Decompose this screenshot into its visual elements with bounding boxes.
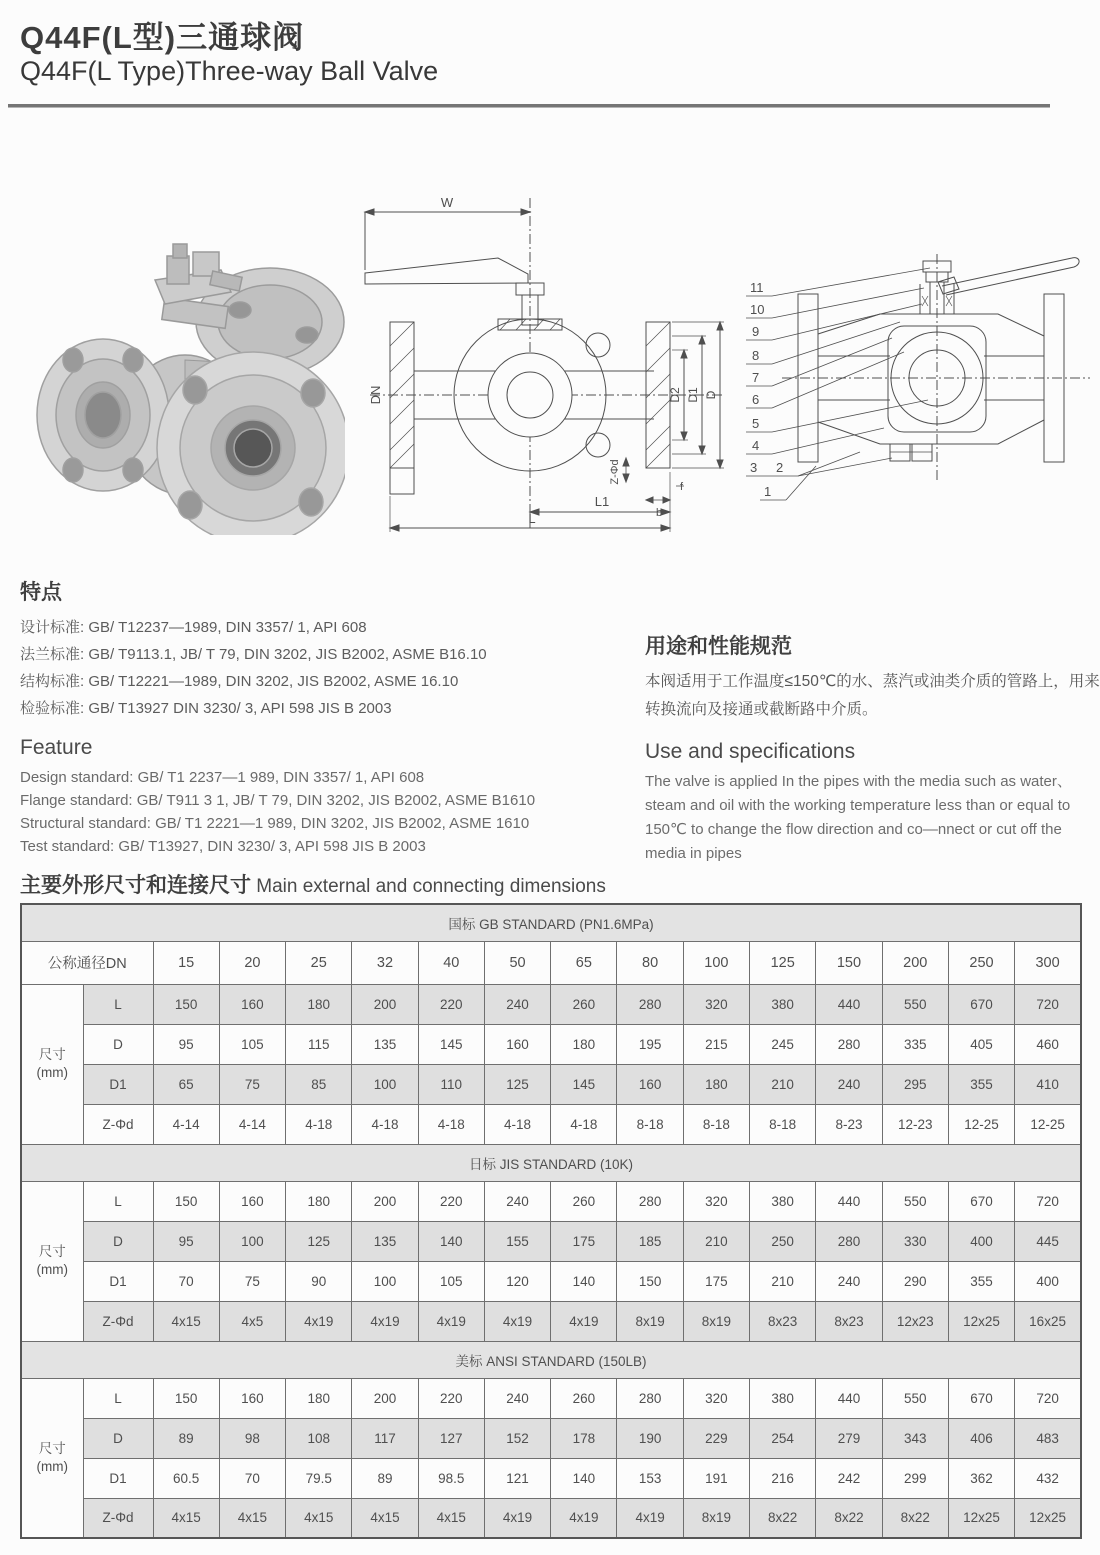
row-label: Z-Φd: [83, 1301, 153, 1341]
dimension-value: 75: [219, 1064, 285, 1104]
dimension-value: 670: [948, 1378, 1014, 1418]
dimension-value: 120: [484, 1261, 550, 1301]
title-divider: [8, 104, 1050, 108]
dimension-value: 4x19: [352, 1301, 418, 1341]
dimension-value: 160: [219, 984, 285, 1024]
feature-line: 检验标准: GB/ T13927 DIN 3230/ 3, API 598 JIS B 2003: [20, 700, 392, 717]
dimension-value: 4-18: [352, 1104, 418, 1144]
dimension-value: 12-25: [948, 1104, 1014, 1144]
dimension-value: 4-18: [286, 1104, 352, 1144]
feature-line-en: Structural standard: GB/ T1 2221—1 989, DIN 3202, JIS B2002, ASME 1610: [20, 815, 530, 832]
dimension-row: [21, 1301, 1081, 1341]
standard-band-label: 日标 JIS STANDARD (10K): [21, 1144, 1081, 1181]
dimension-value: 8x23: [816, 1301, 882, 1341]
dimension-value: 240: [484, 1378, 550, 1418]
usage-heading-zh: 用途和性能规范: [645, 635, 792, 658]
dimension-value: 200: [352, 1181, 418, 1221]
dimension-value: 160: [617, 1064, 683, 1104]
dimension-row: [21, 1261, 1081, 1301]
dimension-value: 210: [750, 1261, 816, 1301]
row-label: D: [83, 1221, 153, 1261]
dn-value: 40: [418, 941, 484, 984]
dimension-value: 12x23: [882, 1301, 948, 1341]
row-label: L: [83, 984, 153, 1024]
dimension-value: 440: [816, 984, 882, 1024]
standard-band-row: [21, 904, 1081, 941]
dimension-value: 4x19: [418, 1301, 484, 1341]
dimension-value: 720: [1015, 984, 1081, 1024]
dn-value: 80: [617, 941, 683, 984]
dimension-row: [21, 1458, 1081, 1498]
dimension-value: 108: [286, 1418, 352, 1458]
dimension-value: 100: [352, 1064, 418, 1104]
dimension-value: 215: [683, 1024, 749, 1064]
dimension-value: 220: [418, 984, 484, 1024]
dimension-value: 320: [683, 1181, 749, 1221]
valve-dimension-drawing-icon: [350, 190, 740, 535]
dimension-value: 4-18: [418, 1104, 484, 1144]
feature-line-en: Design standard: GB/ T1 2237—1 989, DIN 3357/ 1, API 608: [20, 769, 425, 786]
dim-label-b: b: [656, 507, 663, 519]
dimension-value: 4x15: [153, 1498, 219, 1538]
dimension-value: 105: [418, 1261, 484, 1301]
row-label: D: [83, 1024, 153, 1064]
size-mm-label: 尺寸 (mm): [21, 1378, 83, 1538]
row-label: D: [83, 1418, 153, 1458]
dimension-value: 240: [816, 1064, 882, 1104]
dimension-value: 320: [683, 1378, 749, 1418]
dimension-value: 380: [750, 1181, 816, 1221]
dimension-value: 720: [1015, 1378, 1081, 1418]
valve-parts-drawing: [742, 248, 1098, 521]
dn-value: 65: [551, 941, 617, 984]
dn-value: 25: [286, 941, 352, 984]
row-label: D1: [83, 1064, 153, 1104]
dimension-value: 140: [551, 1458, 617, 1498]
dimension-value: 4x19: [551, 1498, 617, 1538]
dimension-value: 98.5: [418, 1458, 484, 1498]
dimension-value: 483: [1015, 1418, 1081, 1458]
dn-value: 100: [683, 941, 749, 984]
part-number-11: 11: [750, 280, 764, 295]
dim-label-l: L: [528, 511, 536, 526]
dimension-value: 355: [948, 1064, 1014, 1104]
dimension-value: 250: [750, 1221, 816, 1261]
dimension-value: 4-18: [551, 1104, 617, 1144]
dimension-value: 60.5: [153, 1458, 219, 1498]
dimension-value: 12x25: [948, 1498, 1014, 1538]
dn-value: 50: [484, 941, 550, 984]
dimension-value: 550: [882, 1378, 948, 1418]
table-title-en: Main external and connecting dimensions: [251, 876, 606, 897]
dn-value: 20: [219, 941, 285, 984]
valve-dimension-drawing: [350, 190, 740, 540]
part-number-6: 6: [752, 392, 760, 407]
dn-value: 250: [948, 941, 1014, 984]
dimension-value: 362: [948, 1458, 1014, 1498]
dimension-value: 380: [750, 1378, 816, 1418]
dimension-value: 240: [484, 1181, 550, 1221]
dimension-value: 12-25: [1015, 1104, 1081, 1144]
dimension-value: 145: [551, 1064, 617, 1104]
dimension-row: [21, 1498, 1081, 1538]
valve-parts-drawing-icon: [742, 248, 1098, 516]
dimension-value: 140: [418, 1221, 484, 1261]
dimension-value: 4x19: [286, 1301, 352, 1341]
dimension-value: 8x22: [882, 1498, 948, 1538]
dim-label-zphid: Z-Φd: [609, 459, 621, 485]
dimension-row: [21, 1221, 1081, 1261]
dimension-value: 8x19: [617, 1301, 683, 1341]
usage-body-zh: 本阀适用于工作温度≤150℃的水、蒸汽或油类介质的管路上，用来转换流向及接通或截断路中介质。: [645, 673, 1100, 718]
dimension-row: [21, 1181, 1081, 1221]
dimension-value: 280: [617, 1378, 683, 1418]
dimension-value: 8x23: [750, 1301, 816, 1341]
dimension-value: 280: [617, 984, 683, 1024]
dimension-value: 550: [882, 1181, 948, 1221]
feature-line: 法兰标准: GB/ T9113.1, JB/ T 79, DIN 3202, JIS B2002, ASME B16.10: [20, 646, 487, 663]
dimension-value: 220: [418, 1378, 484, 1418]
dimension-value: 8-23: [816, 1104, 882, 1144]
valve-photo: [25, 240, 345, 540]
dimension-value: 279: [816, 1418, 882, 1458]
dimension-value: 242: [816, 1458, 882, 1498]
feature-line: 设计标准: GB/ T12237—1989, DIN 3357/ 1, API 608: [20, 619, 367, 636]
dn-header-row: [21, 941, 1081, 984]
dimension-value: 280: [816, 1024, 882, 1064]
dimension-value: 260: [551, 1378, 617, 1418]
dimensions-table: [20, 903, 1082, 1539]
dimension-value: 335: [882, 1024, 948, 1064]
dimension-row: [21, 1104, 1081, 1144]
dimension-value: 8-18: [683, 1104, 749, 1144]
dimension-value: 121: [484, 1458, 550, 1498]
dimension-value: 4-14: [219, 1104, 285, 1144]
feature-line-en: Flange standard: GB/ T911 3 1, JB/ T 79, DIN 3202, JIS B2002, ASME B1610: [20, 792, 536, 809]
row-label: L: [83, 1181, 153, 1221]
dimension-value: 260: [551, 984, 617, 1024]
valve-photo-icon: [25, 240, 345, 535]
standard-band-label: 国标 GB STANDARD (PN1.6MPa): [21, 904, 1081, 941]
feature-line-en: Test standard: GB/ T13927, DIN 3230/ 3, API 598 JIS B 2003: [20, 838, 426, 855]
dimension-value: 400: [1015, 1261, 1081, 1301]
dimension-value: 95: [153, 1221, 219, 1261]
row-label: Z-Φd: [83, 1498, 153, 1538]
part-number-1: 1: [764, 484, 772, 499]
part-number-10: 10: [750, 302, 765, 317]
dimension-value: 8x19: [683, 1498, 749, 1538]
dimension-value: 110: [418, 1064, 484, 1104]
dimension-value: 405: [948, 1024, 1014, 1064]
dn-value: 15: [153, 941, 219, 984]
dimension-value: 295: [882, 1064, 948, 1104]
dimension-value: 229: [683, 1418, 749, 1458]
table-title-zh: 主要外形尺寸和连接尺寸: [20, 874, 251, 897]
dimension-value: 400: [948, 1221, 1014, 1261]
dim-label-l1: L1: [594, 494, 610, 509]
dimension-row: [21, 1024, 1081, 1064]
dimension-value: 440: [816, 1378, 882, 1418]
dimension-value: 185: [617, 1221, 683, 1261]
usage-body-en: The valve is applied In the pipes with the media such as water、 steam and oil with the working temperature less than or equal to 150℃ to change the flow direction and co—nnect or cut off the media in pipes: [645, 773, 1072, 862]
features-heading-en: Feature: [20, 736, 93, 759]
dimension-value: 406: [948, 1418, 1014, 1458]
dimension-value: 115: [286, 1024, 352, 1064]
dimension-value: 150: [617, 1261, 683, 1301]
dimension-value: 210: [683, 1221, 749, 1261]
dimension-value: 260: [551, 1181, 617, 1221]
dimension-value: 191: [683, 1458, 749, 1498]
dimension-value: 440: [816, 1181, 882, 1221]
dimension-value: 70: [219, 1458, 285, 1498]
dimension-value: 4x19: [484, 1301, 550, 1341]
dn-value: 32: [352, 941, 418, 984]
dimension-value: 280: [816, 1221, 882, 1261]
dimension-value: 12x25: [948, 1301, 1014, 1341]
dimension-value: 4x19: [551, 1301, 617, 1341]
dimension-value: 85: [286, 1064, 352, 1104]
dimension-value: 195: [617, 1024, 683, 1064]
dimension-value: 380: [750, 984, 816, 1024]
dimension-value: 4-18: [484, 1104, 550, 1144]
dimension-value: 670: [948, 984, 1014, 1024]
dimension-value: 432: [1015, 1458, 1081, 1498]
dimension-value: 178: [551, 1418, 617, 1458]
dimension-value: 550: [882, 984, 948, 1024]
usage-section: [645, 630, 1100, 866]
dimension-value: 343: [882, 1418, 948, 1458]
dimension-value: 95: [153, 1024, 219, 1064]
dimension-value: 4x15: [352, 1498, 418, 1538]
dimension-value: 117: [352, 1418, 418, 1458]
standard-band-label: 美标 ANSI STANDARD (150LB): [21, 1341, 1081, 1378]
dimension-value: 254: [750, 1418, 816, 1458]
dimension-value: 12x25: [1015, 1498, 1081, 1538]
part-number-4: 4: [752, 438, 760, 453]
dimension-value: 216: [750, 1458, 816, 1498]
dimension-value: 220: [418, 1181, 484, 1221]
part-number-2: 2: [776, 460, 784, 475]
dimension-row: [21, 1378, 1081, 1418]
dimension-row: [21, 1418, 1081, 1458]
dimension-value: 180: [683, 1064, 749, 1104]
dimension-value: 210: [750, 1064, 816, 1104]
dimension-value: 100: [219, 1221, 285, 1261]
dimension-value: 150: [153, 1378, 219, 1418]
part-number-5: 5: [752, 416, 760, 431]
dimension-value: 4x15: [219, 1498, 285, 1538]
dimension-row: [21, 1064, 1081, 1104]
dimension-value: 135: [352, 1221, 418, 1261]
dn-header: 公称通径DN: [21, 941, 153, 984]
dim-label-d2: D2: [668, 387, 682, 403]
dimension-value: 155: [484, 1221, 550, 1261]
dimension-value: 65: [153, 1064, 219, 1104]
part-number-9: 9: [752, 324, 760, 339]
dimension-value: 89: [153, 1418, 219, 1458]
dn-value: 150: [816, 941, 882, 984]
dimension-value: 152: [484, 1418, 550, 1458]
dimension-value: 4x5: [219, 1301, 285, 1341]
dn-value: 200: [882, 941, 948, 984]
dimension-value: 180: [286, 984, 352, 1024]
dimension-value: 150: [153, 1181, 219, 1221]
dimension-value: 200: [352, 1378, 418, 1418]
dimension-value: 4-14: [153, 1104, 219, 1144]
standard-band-row: [21, 1341, 1081, 1378]
dimension-value: 125: [286, 1221, 352, 1261]
dimension-value: 4x19: [617, 1498, 683, 1538]
part-number-8: 8: [752, 348, 760, 363]
dimension-value: 460: [1015, 1024, 1081, 1064]
dimension-value: 150: [153, 984, 219, 1024]
dimension-value: 670: [948, 1181, 1014, 1221]
dimension-value: 70: [153, 1261, 219, 1301]
dim-label-dn: DN: [368, 385, 383, 405]
dimension-value: 280: [617, 1181, 683, 1221]
dimension-value: 330: [882, 1221, 948, 1261]
dimension-value: 299: [882, 1458, 948, 1498]
dimension-value: 180: [551, 1024, 617, 1064]
dimension-value: 90: [286, 1261, 352, 1301]
features-heading-zh: 特点: [20, 581, 62, 604]
size-mm-label: 尺寸 (mm): [21, 984, 83, 1144]
dimension-value: 320: [683, 984, 749, 1024]
dimension-value: 180: [286, 1378, 352, 1418]
dimension-value: 100: [352, 1261, 418, 1301]
dimension-value: 200: [352, 984, 418, 1024]
dimension-value: 8-18: [617, 1104, 683, 1144]
size-mm-label: 尺寸 (mm): [21, 1181, 83, 1341]
dimension-value: 180: [286, 1181, 352, 1221]
row-label: Z-Φd: [83, 1104, 153, 1144]
row-label: L: [83, 1378, 153, 1418]
dimension-value: 16x25: [1015, 1301, 1081, 1341]
dimension-value: 160: [219, 1378, 285, 1418]
row-label: D1: [83, 1458, 153, 1498]
dimension-value: 140: [551, 1261, 617, 1301]
dimension-value: 75: [219, 1261, 285, 1301]
dimension-value: 8x22: [816, 1498, 882, 1538]
standard-band-row: [21, 1144, 1081, 1181]
dimension-value: 135: [352, 1024, 418, 1064]
part-number-7: 7: [752, 370, 760, 385]
dimension-value: 12-23: [882, 1104, 948, 1144]
dimension-value: 240: [816, 1261, 882, 1301]
dimension-value: 240: [484, 984, 550, 1024]
dimension-value: 4x19: [484, 1498, 550, 1538]
dimension-value: 4x15: [286, 1498, 352, 1538]
usage-heading-en: Use and specifications: [645, 740, 856, 763]
dimension-value: 153: [617, 1458, 683, 1498]
dimension-value: 175: [551, 1221, 617, 1261]
dimension-value: 445: [1015, 1221, 1081, 1261]
table-title: [20, 869, 606, 899]
row-label: D1: [83, 1261, 153, 1301]
dimension-value: 410: [1015, 1064, 1081, 1104]
dimension-value: 8x19: [683, 1301, 749, 1341]
dimension-value: 125: [484, 1064, 550, 1104]
dimension-value: 160: [219, 1181, 285, 1221]
dimension-value: 8-18: [750, 1104, 816, 1144]
dimension-value: 720: [1015, 1181, 1081, 1221]
dimension-value: 79.5: [286, 1458, 352, 1498]
dimension-value: 160: [484, 1024, 550, 1064]
dimension-value: 98: [219, 1418, 285, 1458]
dim-label-w: W: [440, 195, 454, 210]
dim-label-d: D: [704, 390, 718, 400]
page-title-en: Q44F(L Type)Three-way Ball Valve: [20, 56, 439, 86]
part-number-3: 3: [750, 460, 758, 475]
dn-value: 125: [750, 941, 816, 984]
features-section: [20, 576, 635, 858]
dimension-value: 245: [750, 1024, 816, 1064]
feature-line: 结构标准: GB/ T12221—1989, DIN 3202, JIS B2002, ASME 16.10: [20, 673, 459, 690]
dimension-value: 175: [683, 1261, 749, 1301]
dimension-value: 4x15: [153, 1301, 219, 1341]
dimension-value: 145: [418, 1024, 484, 1064]
dimension-value: 127: [418, 1418, 484, 1458]
dimension-value: 290: [882, 1261, 948, 1301]
dimension-value: 8x22: [750, 1498, 816, 1538]
dn-value: 300: [1015, 941, 1081, 984]
dimension-value: 190: [617, 1418, 683, 1458]
dimension-value: 89: [352, 1458, 418, 1498]
dim-label-f: f: [680, 481, 684, 493]
dimension-value: 105: [219, 1024, 285, 1064]
dimension-value: 4x15: [418, 1498, 484, 1538]
dim-label-d1: D1: [686, 387, 700, 403]
dimension-value: 355: [948, 1261, 1014, 1301]
dimension-row: [21, 984, 1081, 1024]
page-title-zh: Q44F(L型)三通球阀: [20, 20, 305, 55]
